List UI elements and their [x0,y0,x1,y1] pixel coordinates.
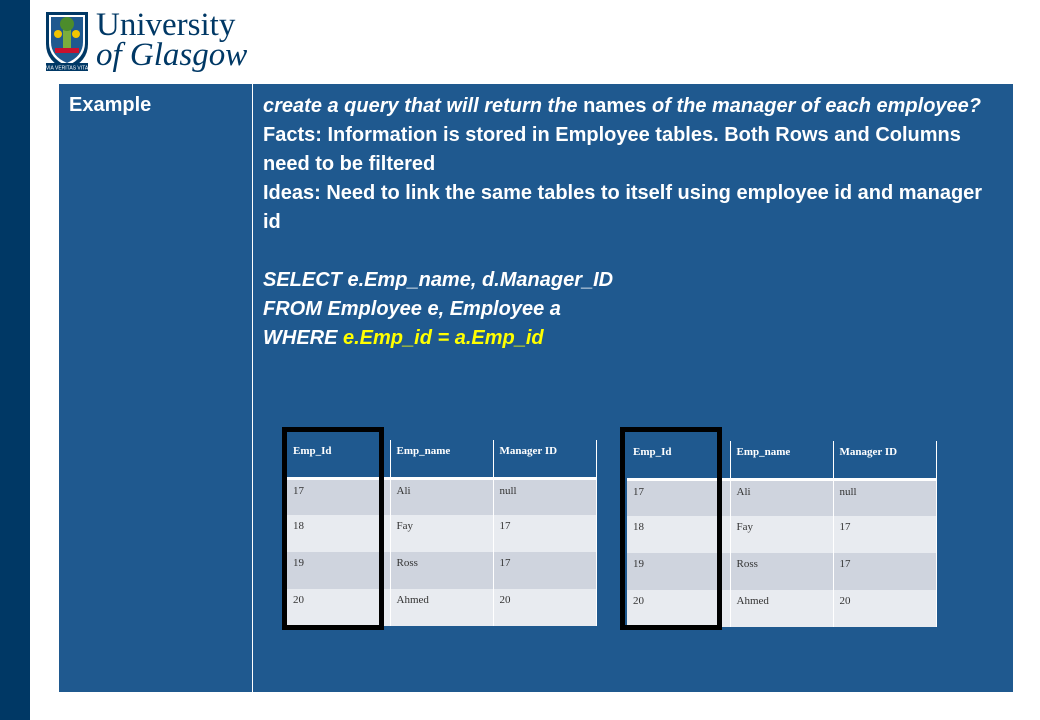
sql-where-keyword: WHERE [263,327,343,349]
table-cell: 20 [627,590,730,627]
svg-text:VIA VERITAS VITA: VIA VERITAS VITA [45,65,89,72]
university-logo [44,7,264,74]
university-name-line2: of Glasgow [96,37,248,73]
table-cell: 18 [627,516,730,553]
sql-where-condition: e.Emp_id = a.Emp_id [343,327,544,349]
question-text [263,92,1003,121]
column-header: Emp_Id [627,441,730,479]
table-cell: 18 [287,515,390,552]
question-prefix: create a query that will return the [263,95,578,117]
table-cell: 20 [287,589,390,626]
table-cell: Ahmed [390,589,493,626]
table-cell: Fay [730,516,833,553]
table-cell: 17 [493,515,596,552]
table-cell: 20 [493,589,596,626]
question-suffix: of the manager of each employee? [652,95,981,117]
emp-id-column-highlight-box [282,427,384,630]
table-cell: Ahmed [730,590,833,627]
column-header: Emp_name [390,440,493,478]
table-cell: Fay [390,515,493,552]
example-label: Example [59,84,253,692]
table-cell: Ali [390,478,493,515]
sql-line-select: SELECT e.Emp_name, d.Manager_ID [263,269,614,291]
column-header: Manager ID [493,440,596,478]
table-cell: 17 [833,516,936,553]
sql-line-where [263,324,1003,353]
table-cell: 17 [493,552,596,589]
table-cell: 19 [627,553,730,590]
emp-id-column-highlight-box [620,427,722,630]
university-crest-icon [44,10,90,72]
column-header: Emp_name [730,441,833,479]
table-cell: Ali [730,479,833,516]
left-accent-bar [0,0,30,720]
table-cell: null [493,478,596,515]
table-cell: 20 [833,590,936,627]
table-cell: 19 [287,552,390,589]
ideas-text: Ideas: Need to link the same tables to itself using employee id and manager id [263,182,983,233]
table-cell: 17 [287,478,390,515]
table-cell: 17 [627,479,730,516]
table-cell: null [833,479,936,516]
column-header: Manager ID [833,441,936,479]
table-cell: Ross [390,552,493,589]
question-mid: names [577,95,653,117]
facts-text: Facts: Information is stored in Employee tables. Both Rows and Columns need to be filtered [263,124,961,175]
column-header: Emp_Id [287,440,390,478]
university-name-line1: University [96,7,236,43]
sql-line-from: FROM Employee e, Employee a [263,298,561,320]
table-cell: Ross [730,553,833,590]
university-wordmark [96,7,248,73]
table-cell: 17 [833,553,936,590]
